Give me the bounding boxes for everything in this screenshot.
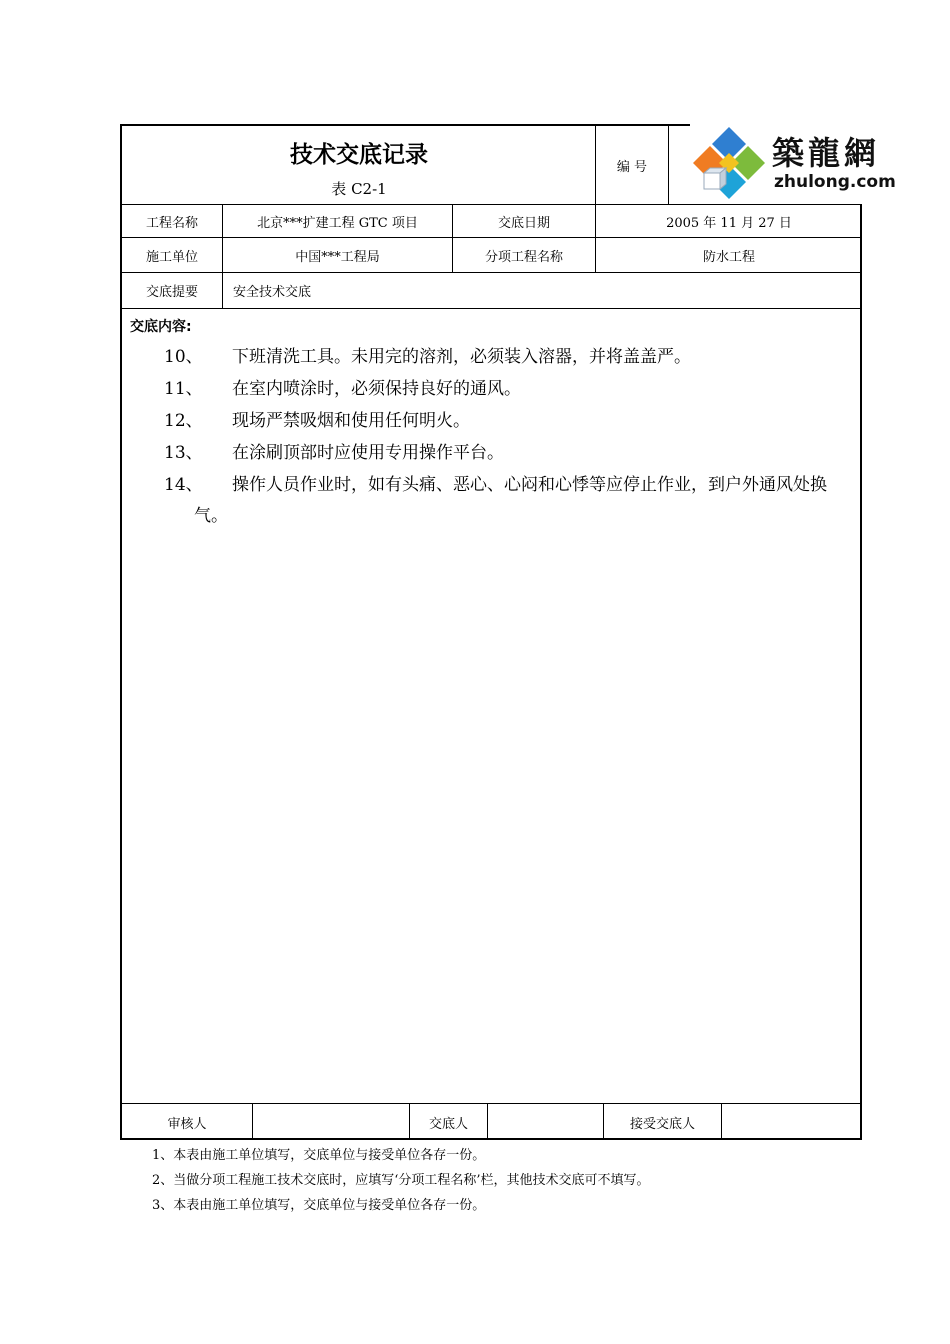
summary-value: 安全技术交底 [233, 285, 312, 300]
form-title: 技术交底记录 [290, 142, 428, 168]
list-item [164, 470, 856, 532]
item-number: 10、 [164, 347, 203, 367]
item-text: 操作人员作业时，如有头痛、恶心、心闷和心悸等应停止作业，到户外通风处换气。 [194, 475, 827, 526]
content-items [164, 342, 856, 533]
sub-project-name-label: 分项工程名称 [484, 249, 563, 265]
project-name-value: 北京***扩建工程 GTC 项目 [257, 215, 418, 231]
reviewer-field[interactable] [253, 1104, 409, 1140]
item-text: 在室内喷涂时，必须保持良好的通风。 [232, 379, 521, 399]
technical-disclosure-form [120, 124, 862, 1140]
item-text: 在涂刷顶部时应使用专用操作平台。 [232, 443, 504, 463]
number-label: 编 号 [616, 159, 648, 175]
footnote: 3、本表由施工单位填写，交底单位与接受单位各存一份。 [152, 1198, 486, 1213]
discloser-field[interactable] [488, 1104, 603, 1140]
construction-unit-label: 施工单位 [145, 249, 198, 265]
discloser-label: 交底人 [428, 1116, 468, 1132]
summary-label: 交底提要 [145, 285, 198, 300]
project-name-label: 工程名称 [145, 215, 198, 231]
footnotes [152, 1143, 650, 1218]
list-item [164, 374, 856, 405]
list-item [164, 406, 856, 437]
reviewer-label: 审核人 [167, 1116, 207, 1132]
list-item [164, 438, 856, 469]
receiver-field[interactable] [722, 1104, 860, 1140]
construction-unit-value: 中国***工程局 [295, 249, 380, 265]
receiver-label: 接受交底人 [629, 1116, 695, 1132]
form-code: 表 C2-1 [331, 180, 387, 198]
logo-name-cn: 築龍網 [772, 134, 881, 172]
logo-name-en: zhulong.com [774, 172, 896, 192]
disclosure-date-label: 交底日期 [497, 215, 550, 231]
zhulong-logo [690, 124, 906, 204]
item-number: 11、 [164, 379, 203, 399]
footnote: 2、当做分项工程施工技术交底时，应填写‘分项工程名称’栏，其他技术交底可不填写。 [152, 1173, 650, 1188]
item-number: 14、 [164, 475, 203, 495]
cube-logo-icon [690, 125, 768, 203]
item-text: 下班清洗工具。未用完的溶剂，必须装入溶器，并将盖盖严。 [232, 347, 691, 367]
footnote: 1、本表由施工单位填写，交底单位与接受单位各存一份。 [152, 1148, 486, 1163]
item-number: 12、 [164, 411, 203, 431]
list-item [164, 342, 856, 373]
content-label: 交底内容: [130, 319, 192, 335]
item-text: 现场严禁吸烟和使用任何明火。 [232, 411, 470, 431]
disclosure-date-value: 2005 年 11 月 27 日 [666, 215, 792, 231]
item-number: 13、 [164, 443, 203, 463]
sub-project-name-value: 防水工程 [702, 249, 755, 265]
